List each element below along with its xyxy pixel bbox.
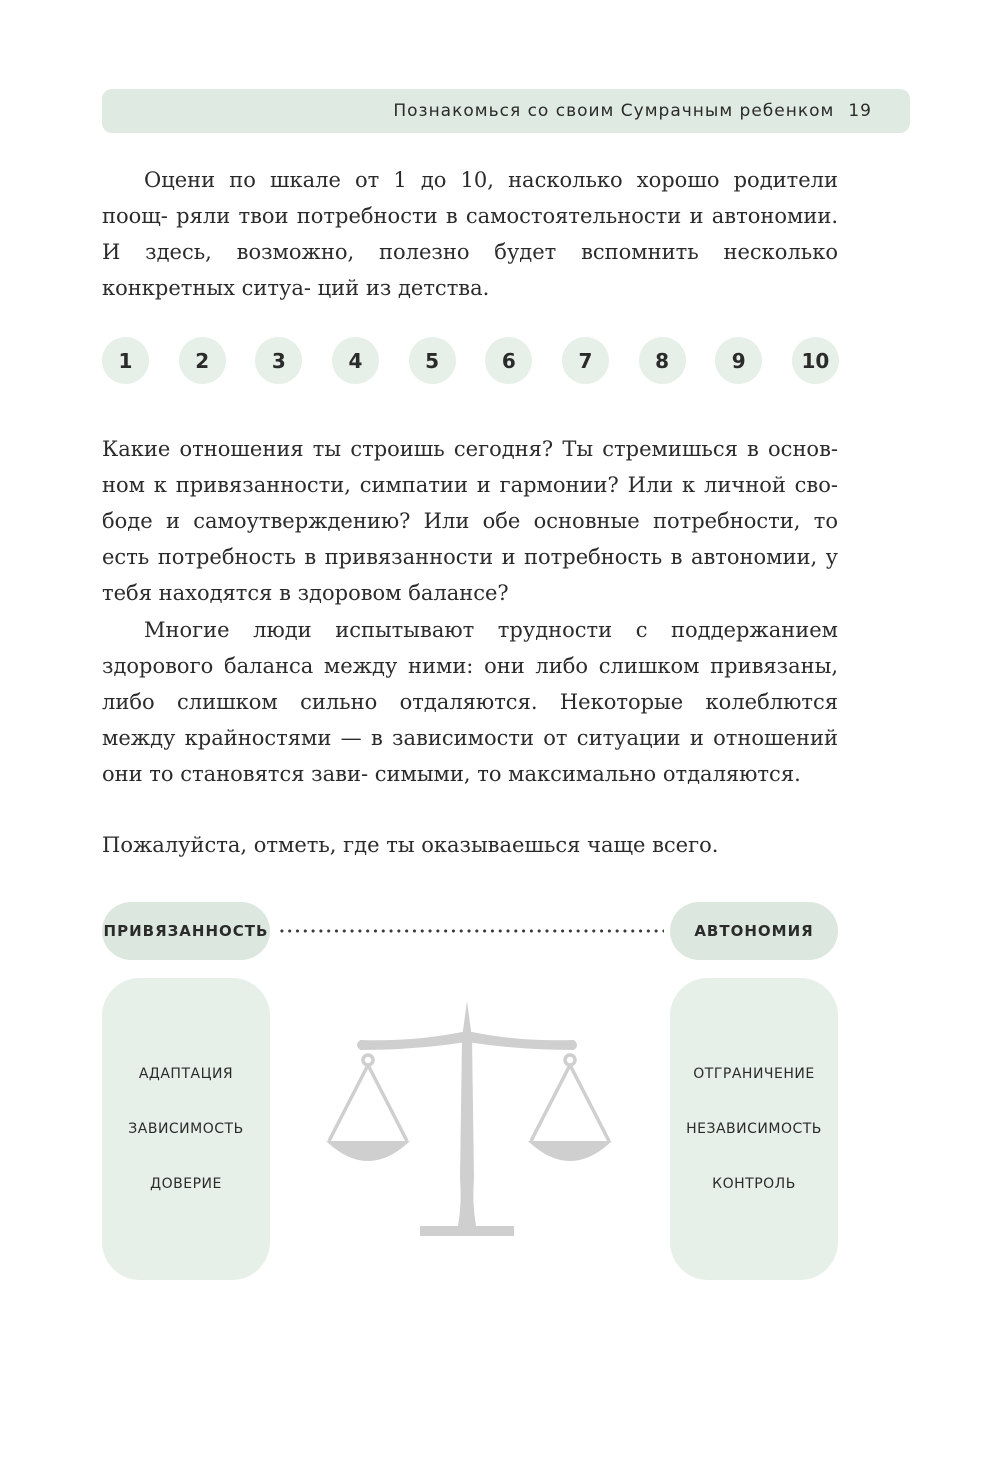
trait-adaptation: АДАПТАЦИЯ <box>138 1065 234 1082</box>
rating-scale <box>102 337 839 385</box>
scale-option-3[interactable]: 3 <box>255 337 302 384</box>
scale-option-5[interactable]: 5 <box>409 337 456 384</box>
scale-option-4[interactable]: 4 <box>332 337 379 384</box>
running-header-title: Познакомься со своим Сумрачным ребенком <box>393 101 835 121</box>
scale-option-2[interactable]: 2 <box>179 337 226 384</box>
trait-boundary: ОТГРАНИЧЕНИЕ <box>693 1065 815 1082</box>
trait-independence: НЕЗАВИСИМОСТЬ <box>686 1120 822 1137</box>
trait-control: КОНТРОЛЬ <box>712 1175 796 1192</box>
attachment-traits-card <box>102 978 270 1280</box>
trait-dependence: ЗАВИСИМОСТЬ <box>128 1120 244 1137</box>
scale-option-10[interactable]: 10 <box>792 337 839 384</box>
balance-scale-icon <box>320 998 620 1238</box>
paragraph-relationships: Какие отношения ты строишь сегодня? Ты стремишься в основ- ном к привязанности, симпатии и гармонии? Или к личной сво- боде и самоутверждению? Или обе основные потребности, то есть потребность в привязанности и потребность в автономии, у тебя находятся в здоровом балансе? <box>102 437 838 605</box>
autonomy-pill: АВТОНОМИЯ <box>670 902 838 960</box>
scale-option-6[interactable]: 6 <box>485 337 532 384</box>
attachment-pill: ПРИВЯЗАННОСТЬ <box>102 902 270 960</box>
running-header <box>102 89 910 133</box>
page-number: 19 <box>848 101 872 121</box>
scale-option-9[interactable]: 9 <box>715 337 762 384</box>
paragraph-rating-question: Оцени по шкале от 1 до 10, насколько хорошо родители поощ- ряли твои потребности в самостоятельности и автономии. И здесь, возможно, полезно будет вспомнить несколько конкретных ситуа- ций из детства. <box>102 168 839 300</box>
scale-option-8[interactable]: 8 <box>639 337 686 384</box>
paragraph-balance: Многие люди испытывают трудности с поддержанием здорового баланса между ними: они либо слишком привязаны, либо слишком сильно отдаляются. Некоторые колеблются между крайностями — в зависимости от ситуации и отношений они то становятся зави- симыми, то максимально отдаляются. <box>102 618 838 786</box>
scale-option-1[interactable]: 1 <box>102 337 149 384</box>
dotted-connector <box>278 929 664 933</box>
autonomy-traits-card <box>670 978 838 1280</box>
trait-trust: ДОВЕРИЕ <box>150 1175 222 1192</box>
prompt-text: Пожалуйста, отметь, где ты оказываешься чаще всего. <box>102 833 719 857</box>
scale-option-7[interactable]: 7 <box>562 337 609 384</box>
